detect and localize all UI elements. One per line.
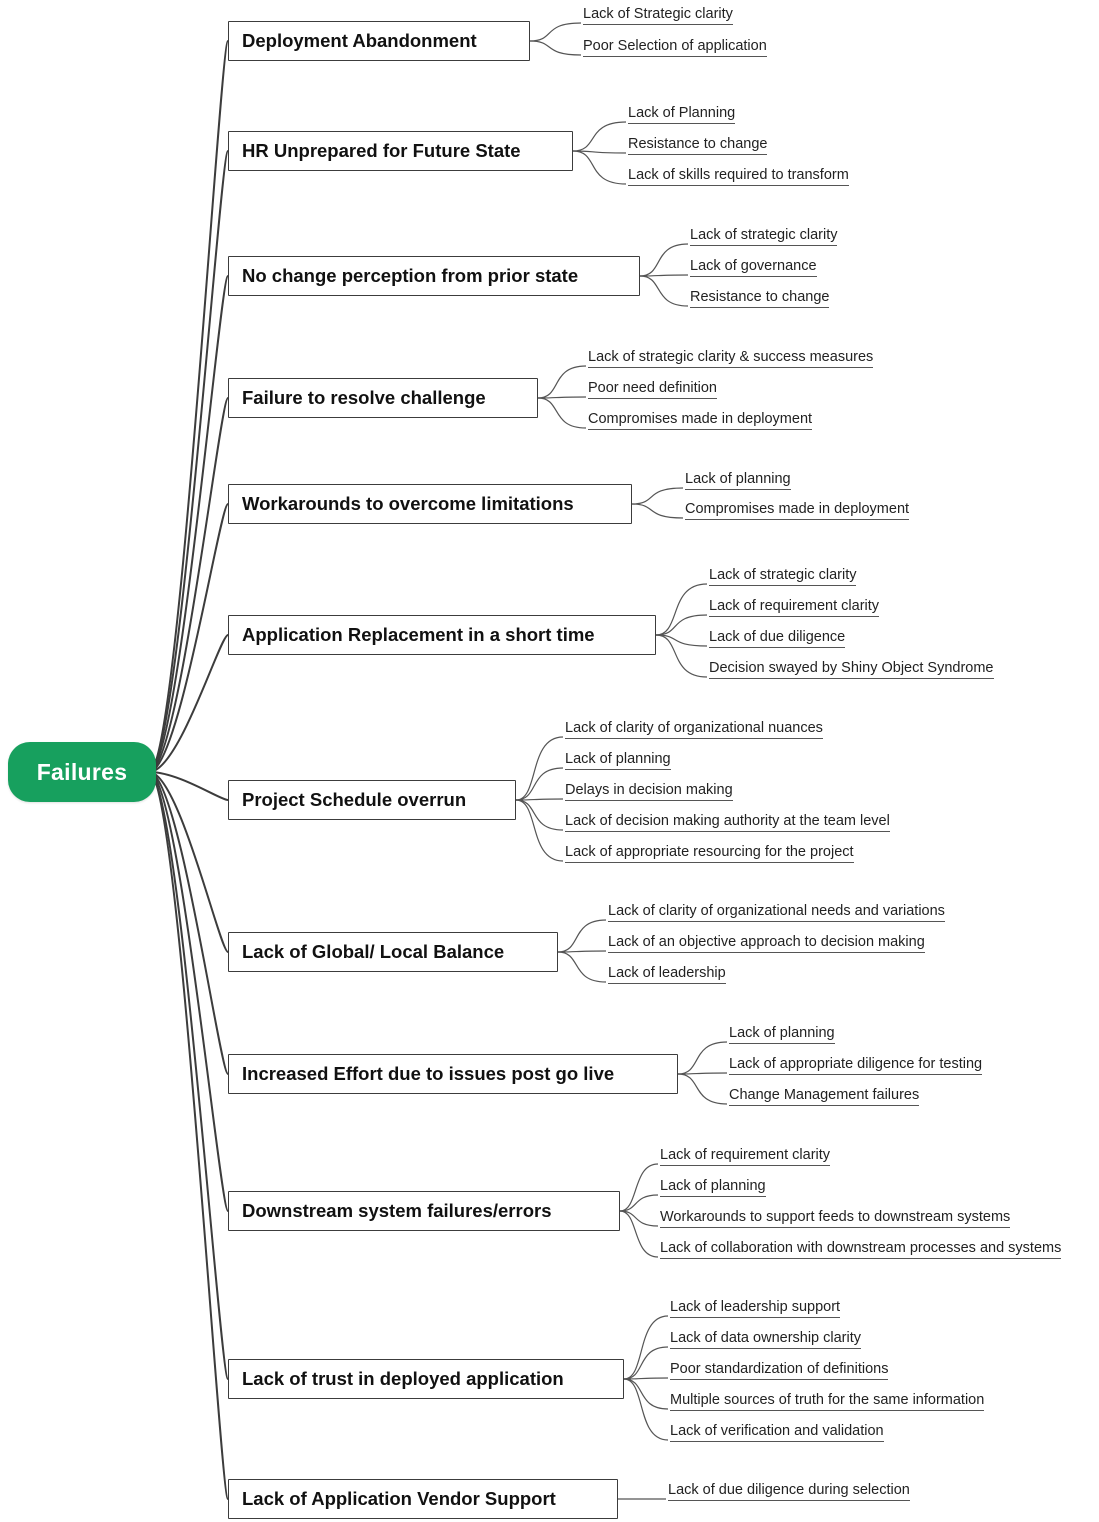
mindmap-leaf-node-5-1[interactable]: Lack of requirement clarity: [709, 597, 879, 617]
mindmap-leaf-node-10-1[interactable]: Lack of data ownership clarity: [670, 1329, 861, 1349]
mindmap-leaf-node-10-0[interactable]: Lack of leadership support: [670, 1298, 840, 1318]
mindmap-leaf-node-2-2[interactable]: Resistance to change: [690, 288, 829, 308]
mindmap-leaf-node-3-1[interactable]: Poor need definition: [588, 379, 717, 399]
mindmap-leaf-node-6-2[interactable]: Delays in decision making: [565, 781, 733, 801]
mindmap-leaf-node-0-1[interactable]: Poor Selection of application: [583, 37, 767, 57]
mindmap-branch-node-3[interactable]: Failure to resolve challenge: [228, 378, 538, 418]
mindmap-branch-node-7[interactable]: Lack of Global/ Local Balance: [228, 932, 558, 972]
mindmap-leaf-node-11-0[interactable]: Lack of due diligence during selection: [668, 1481, 910, 1501]
mindmap-branch-node-0[interactable]: Deployment Abandonment: [228, 21, 530, 61]
mindmap-branch-node-10[interactable]: Lack of trust in deployed application: [228, 1359, 624, 1399]
mindmap-leaf-node-7-2[interactable]: Lack of leadership: [608, 964, 726, 984]
mindmap-leaf-node-2-0[interactable]: Lack of strategic clarity: [690, 226, 837, 246]
mindmap-branch-node-9[interactable]: Downstream system failures/errors: [228, 1191, 620, 1231]
mindmap-leaf-node-0-0[interactable]: Lack of Strategic clarity: [583, 5, 733, 25]
mindmap-leaf-node-4-0[interactable]: Lack of planning: [685, 470, 791, 490]
mindmap-branch-node-6[interactable]: Project Schedule overrun: [228, 780, 516, 820]
mindmap-leaf-node-10-4[interactable]: Lack of verification and validation: [670, 1422, 884, 1442]
mindmap-leaf-node-5-0[interactable]: Lack of strategic clarity: [709, 566, 856, 586]
mindmap-branch-node-5[interactable]: Application Replacement in a short time: [228, 615, 656, 655]
mindmap-leaf-node-1-2[interactable]: Lack of skills required to transform: [628, 166, 849, 186]
mindmap-root-node: Failures: [8, 742, 156, 802]
mindmap-leaf-node-3-2[interactable]: Compromises made in deployment: [588, 410, 812, 430]
mindmap-leaf-node-6-3[interactable]: Lack of decision making authority at the team level: [565, 812, 890, 832]
mindmap-leaf-node-5-2[interactable]: Lack of due diligence: [709, 628, 845, 648]
mindmap-leaf-node-4-1[interactable]: Compromises made in deployment: [685, 500, 909, 520]
mindmap-branch-node-2[interactable]: No change perception from prior state: [228, 256, 640, 296]
mindmap-leaf-node-8-0[interactable]: Lack of planning: [729, 1024, 835, 1044]
mindmap-leaf-node-3-0[interactable]: Lack of strategic clarity & success measures: [588, 348, 873, 368]
mindmap-leaf-node-2-1[interactable]: Lack of governance: [690, 257, 817, 277]
mindmap-leaf-node-1-1[interactable]: Resistance to change: [628, 135, 767, 155]
mindmap-leaf-node-8-1[interactable]: Lack of appropriate diligence for testing: [729, 1055, 982, 1075]
mindmap-leaf-node-9-0[interactable]: Lack of requirement clarity: [660, 1146, 830, 1166]
mindmap-leaf-node-8-2[interactable]: Change Management failures: [729, 1086, 919, 1106]
mindmap-leaf-node-5-3[interactable]: Decision swayed by Shiny Object Syndrome: [709, 659, 994, 679]
mindmap-branch-node-1[interactable]: HR Unprepared for Future State: [228, 131, 573, 171]
mindmap-leaf-node-6-4[interactable]: Lack of appropriate resourcing for the project: [565, 843, 854, 863]
mindmap-leaf-node-7-1[interactable]: Lack of an objective approach to decision making: [608, 933, 925, 953]
mindmap-leaf-node-9-2[interactable]: Workarounds to support feeds to downstream systems: [660, 1208, 1010, 1228]
mindmap-leaf-node-1-0[interactable]: Lack of Planning: [628, 104, 735, 124]
mindmap-leaf-node-10-3[interactable]: Multiple sources of truth for the same information: [670, 1391, 984, 1411]
mindmap-leaf-node-6-0[interactable]: Lack of clarity of organizational nuances: [565, 719, 823, 739]
mindmap-leaf-node-6-1[interactable]: Lack of planning: [565, 750, 671, 770]
mindmap-branch-node-8[interactable]: Increased Effort due to issues post go live: [228, 1054, 678, 1094]
mindmap-branch-node-11[interactable]: Lack of Application Vendor Support: [228, 1479, 618, 1519]
mindmap-leaf-node-9-1[interactable]: Lack of planning: [660, 1177, 766, 1197]
mindmap-leaf-node-9-3[interactable]: Lack of collaboration with downstream processes and systems: [660, 1239, 1061, 1259]
mindmap-leaf-node-10-2[interactable]: Poor standardization of definitions: [670, 1360, 888, 1380]
mindmap-leaf-node-7-0[interactable]: Lack of clarity of organizational needs and variations: [608, 902, 945, 922]
mindmap-branch-node-4[interactable]: Workarounds to overcome limitations: [228, 484, 632, 524]
